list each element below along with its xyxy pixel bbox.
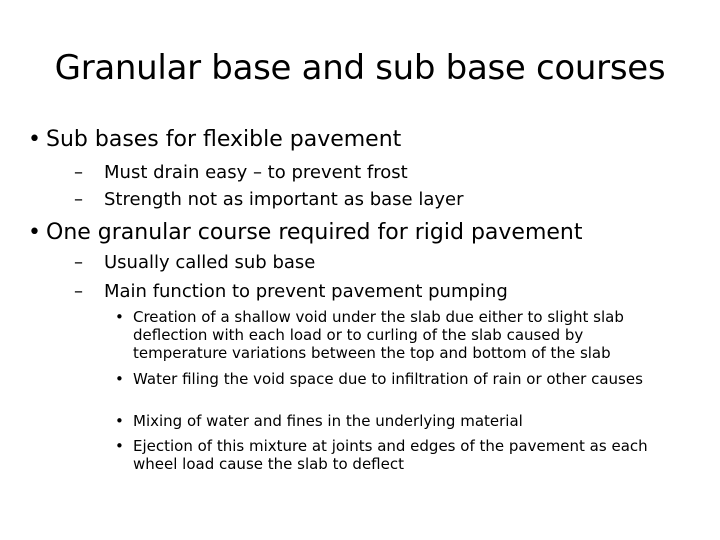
sub-item-usually-called bbox=[74, 250, 316, 276]
bullet-item-granular-course bbox=[28, 219, 583, 247]
bullet-marker: • bbox=[115, 412, 124, 430]
sub-item-text: Usually called sub base bbox=[104, 252, 316, 273]
sub-item-main-function bbox=[74, 279, 508, 305]
detail-item-mixing bbox=[115, 412, 668, 430]
dash-marker: – bbox=[74, 162, 83, 183]
bullet-item-sub-bases bbox=[28, 126, 402, 154]
sub-item-text: Must drain easy – to prevent frost bbox=[104, 162, 408, 183]
bullet-marker: • bbox=[115, 370, 124, 388]
dash-marker: – bbox=[74, 281, 83, 302]
bullet-marker: • bbox=[115, 308, 124, 326]
bullet-text: One granular course required for rigid pavement bbox=[46, 220, 583, 245]
bullet-marker: • bbox=[28, 127, 41, 152]
detail-text: Water filing the void space due to infiltration of rain or other causes bbox=[133, 370, 643, 388]
sub-item-text: Strength not as important as base layer bbox=[104, 189, 464, 210]
sub-item-text: Main function to prevent pavement pumping bbox=[104, 281, 508, 302]
bullet-text: Sub bases for flexible pavement bbox=[46, 127, 402, 152]
detail-item-ejection bbox=[115, 437, 668, 473]
detail-item-void-creation bbox=[115, 308, 668, 362]
dash-marker: – bbox=[74, 252, 83, 273]
detail-item-water-filing bbox=[115, 370, 668, 388]
sub-item-must-drain bbox=[74, 160, 408, 186]
sub-item-strength bbox=[74, 187, 464, 213]
detail-text: Mixing of water and fines in the underlying material bbox=[133, 412, 523, 430]
bullet-marker: • bbox=[28, 220, 41, 245]
bullet-marker: • bbox=[115, 437, 124, 455]
detail-text: Creation of a shallow void under the slab due either to slight slab deflection with each load or to curling of the slab caused by temperature variations between the top and bottom of the slab bbox=[133, 308, 624, 362]
slide-title: Granular base and sub base courses bbox=[54, 48, 666, 88]
detail-text: Ejection of this mixture at joints and edges of the pavement as each wheel load cause the slab to deflect bbox=[133, 437, 648, 473]
dash-marker: – bbox=[74, 189, 83, 210]
